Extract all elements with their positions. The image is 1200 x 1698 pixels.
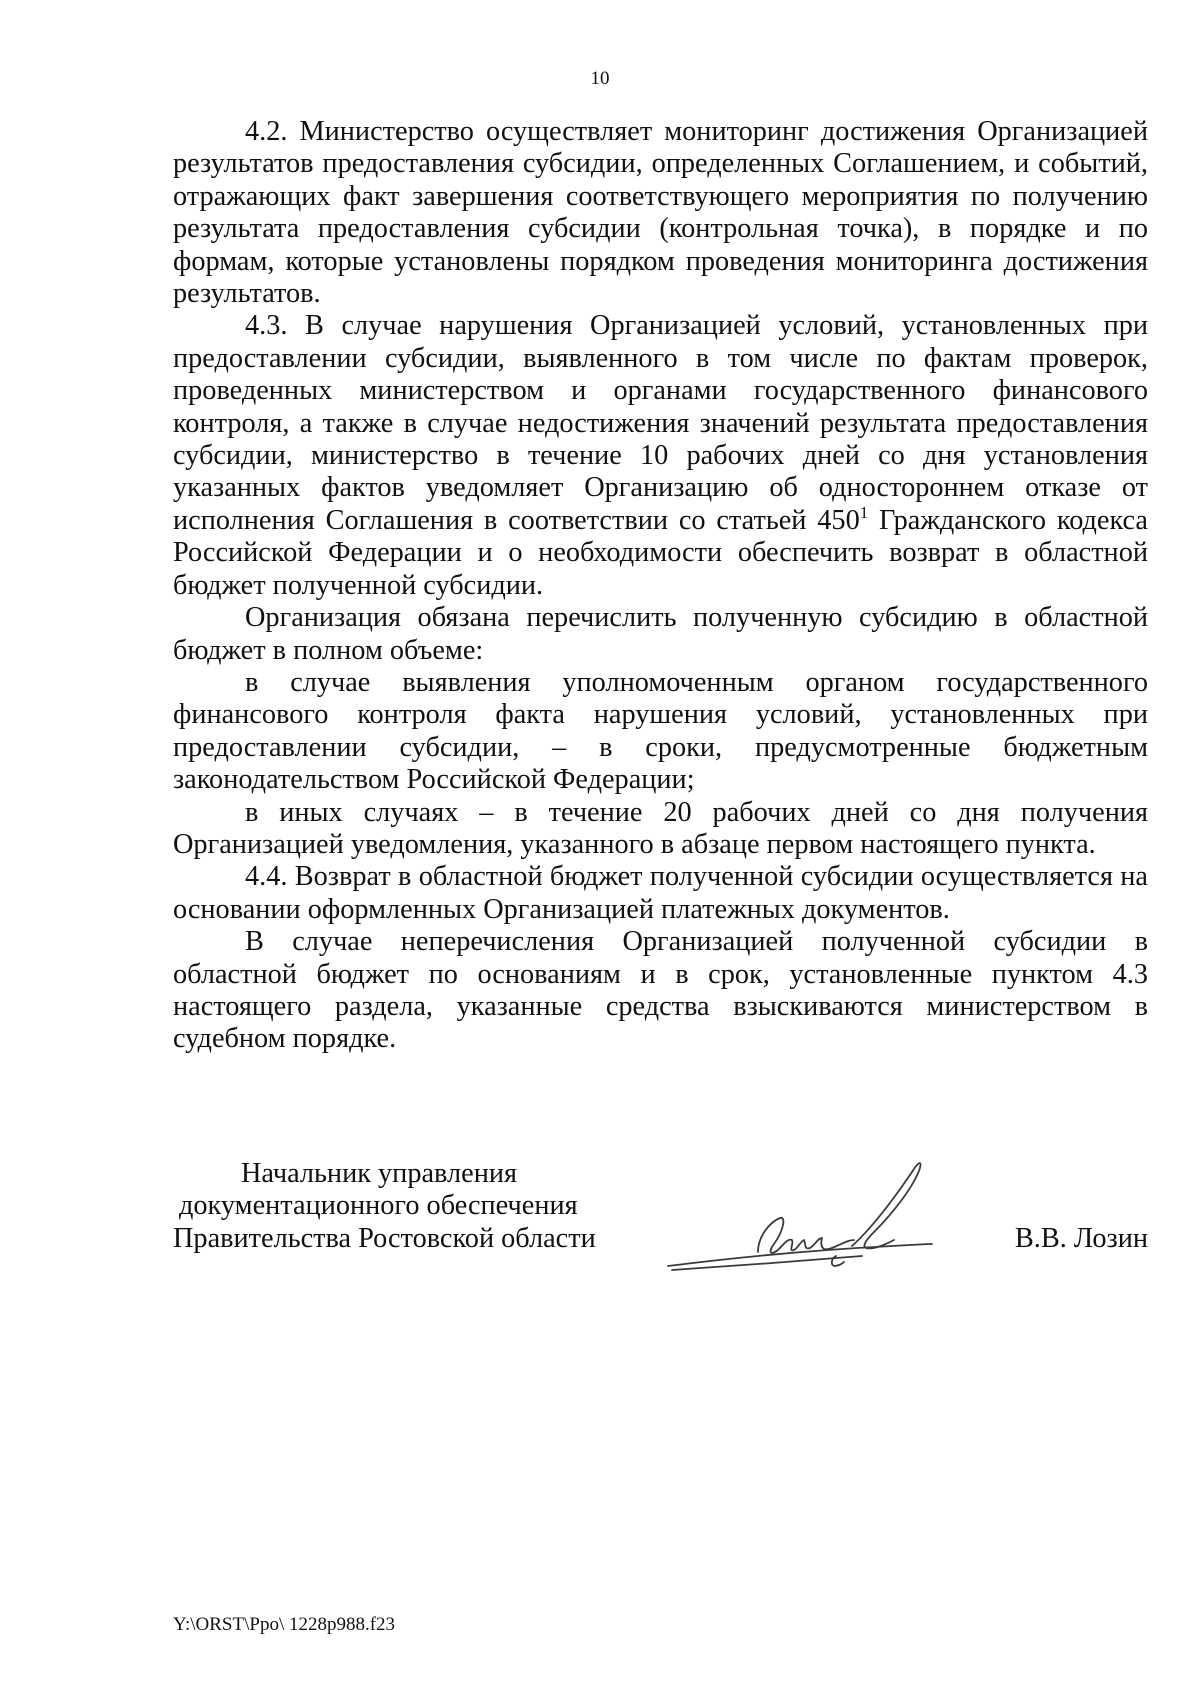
paragraph-case-other: в иных случаях – в течение 20 рабочих дней со дня получения Организацией уведомления, указанного в абзаце первом настоящего пункта.	[173, 796, 1148, 860]
signature-loop-stroke	[852, 1163, 921, 1248]
document-body	[173, 116, 1148, 1056]
paragraph-4-3	[173, 310, 1148, 602]
signature-letter-stroke	[758, 1218, 854, 1253]
paragraph-4-4: 4.4. Возврат в областной бюджет полученной субсидии осуществляется на основании оформленных Организацией платежных документов.	[173, 861, 1148, 925]
paragraph-case-control: в случае выявления уполномоченным органом государственного финансового контроля факта нарушения условий, установленных при предоставлении субсидии, – в сроки, предусмотренные бюджетным законодательством Российской Федерации;	[173, 666, 1148, 796]
file-path-footer: Y:\ORST\Ppo\ 1228p988.f23	[173, 1614, 396, 1635]
signer-name: В.В. Лозин	[1014, 1223, 1148, 1254]
paragraph-4-3-continued: Гражданского кодекса Российской Федерации и о необходимости обеспечить возврат в областной бюджет полученной субсидии.	[173, 504, 1148, 601]
paragraph-obligation: Организация обязана перечислить полученную субсидию в областной бюджет в полном объеме:	[173, 602, 1148, 666]
paragraph-non-transfer: В случае неперечисления Организацией полученной субсидии в областной бюджет по основаниям и в срок, установленные пунктом 4.3 настоящего раздела, указанные средства взыскиваются министерством в судебном порядке.	[173, 926, 1148, 1055]
paragraph-4-2: 4.2. Министерство осуществляет мониторинг достижения Организацией результатов предоставления субсидии, определенных Соглашением, и событий, отражающих факт завершения соответствующего мероприятия по получению результата предоставления субсидии (контрольная точка), в порядке и по формам, которые установлены порядком проведения мониторинга достижения результатов.	[173, 116, 1148, 310]
handwritten-signature	[662, 1152, 952, 1278]
article-superscript: 1	[859, 502, 869, 522]
signatory-title-line-1: Начальник управления	[241, 1158, 518, 1189]
signature-underline-stroke	[668, 1244, 932, 1266]
paragraph-4-3-text: 4.3. В случае нарушения Организацией условий, установленных при предоставлении субсидии, выявленного в том числе по фактам проверок, проведенных министерством и органами государственного финансового контроля, а также в случае недостижения значений результата предоставления субсидии, министерство в течение 10 рабочих дней со дня установления указанных фактов уведомляет Организацию об одностороннем отказе от исполнения Соглашения в соответствии со статьей 450	[173, 310, 1148, 536]
page-number: 10	[590, 68, 610, 89]
signatory-title-line-3: Правительства Ростовской области	[173, 1222, 596, 1254]
signatory-title	[173, 1158, 596, 1255]
signatory-title-line-2: документационного обеспечения	[179, 1190, 578, 1222]
